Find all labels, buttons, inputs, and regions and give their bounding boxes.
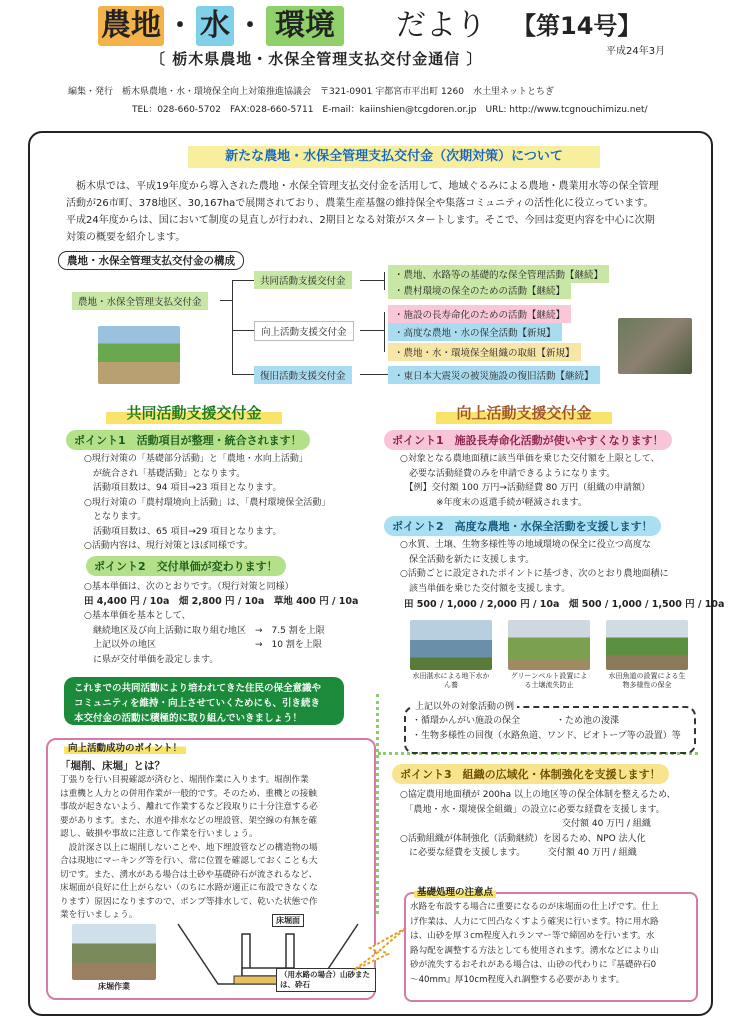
text-line: 「農地・水・環境保全組織」の設立に必要な経費を支援します。 [400,804,665,815]
photo-fishway [606,620,688,670]
text-line: ・循環かんがい施設の保全 ・ため池の浚渫 [412,716,620,726]
title-char-mizu: 水 [196,6,234,46]
connector [232,280,233,374]
branch-kojo: 向上活動支援交付金 [254,321,354,341]
connector [360,374,388,375]
note-title: 基礎処理の注意点 [414,884,496,898]
text-line: ○現行対策の「農村環境向上活動」は、「農村環境保全活動」 [84,497,331,508]
text-line: 事故が起きないよう、離れて作業するなど段取りに十分注意する必 [60,802,318,812]
photo-paddy [410,620,492,670]
text-line: ○活動内容は、現行対策とほぼ同様です。 [84,541,254,551]
main-title: 新たな農地・水保全管理支払交付金（次期対策）について [188,146,600,168]
right-heading: 向上活動支援交付金 [436,402,612,424]
note-text [410,900,659,987]
text-line: ○現行対策の「基礎部分活動」と「農地・水向上活動」 [84,454,308,464]
repair-photo [618,318,692,374]
message-line: コミュニティを維持・向上させていくためにも、引き続き [74,698,321,709]
connector [232,280,254,281]
unit-price-line: 田 4,400 円 / 10a 畑 2,800 円 / 10a 草地 400 円 / 10a [84,595,359,607]
text-line: 路勾配を調整する方法としても使用されます。湧水などにより山 [410,945,659,956]
other-activities-text [412,714,681,743]
text-line: ります）原因になりますので、ポンプ等排水して、乾いた状態で作 [60,896,318,907]
text-line: に必要な経費を支援します。 交付額 40 万円 / 組織 [400,848,637,858]
connector [384,312,385,352]
text-line: ○基本単価は、次のとおりです。（現行対策と同様） [84,582,294,592]
text-line: 要があります。また、水道や排水などの埋設管、架空線の有無を確 [60,815,318,826]
issue-date: 平成24年3月 [606,46,666,57]
right-point3: ポイント3 組織の広域化・体制強化を支援します！ [392,764,669,784]
left-point2: ポイント2 交付単価が変わります！ [86,556,286,576]
text-line: 水路を布設する場合に重要になるのが床堀面の仕上げです。仕上 [410,902,659,912]
structure-title: 農地・水保全管理支払交付金の構成 [58,251,244,270]
photo-caption: グリーンベルト設置による土壌流失防止 [510,672,588,689]
photo-greenbelt [508,620,590,670]
text-line: 活動項目数は、65 項目→29 項目となります。 [84,526,282,537]
message-line: 本交付金の活動に積極的に取り組んでいきましょう！ [74,713,303,724]
photo-caption: 水田魚道の設置による生物多様性の保全 [608,672,686,689]
text-line: 交付額 40 万円 / 組織 [400,819,651,829]
branch-item: ・農地・水・環境保全組織の取組【新規】 [388,343,581,361]
tips-text [60,774,318,923]
connector [232,330,254,331]
tips-title: 「堀削、床堀」とは？ [60,760,165,772]
text-line: ○対象となる農地面積に該当単価を乗じた交付額を上限として、 [400,454,660,464]
title-char-kankyo: 環境 [266,6,344,46]
left-heading: 共同活動支援交付金 [106,402,282,424]
intro-line: 平成24年度からは、国において制度の見直しが行われ、2期目となる対策がスタートします。そこで、今回は変更内容を中心に次期 [66,215,655,226]
left-point2-text [84,580,358,667]
text-line: に県が交付単価を設定します。 [84,654,219,665]
right-point2-text [400,538,669,596]
excavation-photo [72,924,156,980]
branch-item: ・施設の長寿命化のための活動【継続】 [388,305,571,323]
text-line: 業を行いましょう。 [60,910,138,920]
title-suffix: だより [396,8,486,43]
branch-item: ・農地、水路等の基礎的な保全管理活動【継続】 [388,265,609,283]
right-point2-prices: 田 500 / 1,000 / 2,000 円 / 10a 畑 500 / 1,000 / 1,500 円 / 10a [404,599,725,610]
field-photo [98,326,180,384]
contact-line: TEL：028-660-5702 FAX:028-660-5711 E-mail：kaiinshien@tcgdoren.or.jp URL: http://www.tcgnouchimizu.net/ [132,105,648,115]
branch-item: ・高度な農地・水の保全活動【新規】 [388,323,562,341]
title-char-nouchi: 農地 [98,6,164,46]
branch-fukkyu: 復旧活動支援交付金 [254,366,352,384]
tips-header: 向上活動成功のポイント！ [64,740,186,754]
intro-line: 対策の概要を紹介します。 [66,232,186,243]
right-point3-text [400,788,676,861]
text-line: げ作業は、人力にて凹凸なくすよう確実に行います。特に用水路 [410,916,659,927]
text-line: は、山砂を厚３cm程度入れランマー等で締固めを行います。水 [410,931,655,941]
other-activities-title: 上記以外の対象活動の例 [412,700,517,715]
message-line: これまでの共同活動により培われてきた住民の保全意識や [74,683,322,694]
title-dot-1: ・ [166,11,193,41]
text-line: ○水質、土壌、生物多様性等の地域環境の保全に役立つ高度な [400,540,651,550]
intro-line: 栃木県では、平成19年度から導入された農地・水保全管理支払交付金を活用して、地域ぐるみによる農地・農業用水等の保全管理 [76,181,659,192]
branch-item: ・農村環境の保全のための活動【継続】 [388,281,571,299]
connector [360,280,384,281]
title-dot-2: ・ [236,11,263,41]
arrow-icon [348,924,408,974]
text-line: となります。 [84,512,147,522]
connector [232,374,254,375]
text-line: 必要な活動経費のみを申請できるようになります。 [400,468,616,479]
text-line: 【例】交付額 100 万円→活動経費 80 万円（組織の申請額） [400,483,651,493]
text-line: 切です。また、湧水がある場合は土砂や基礎砕石が流されるなど、 [60,869,318,880]
text-line: は重機と人力との併用作業が一般的です。そのため、重機との接触 [60,788,317,799]
text-line: ※年度末の返還手続が軽減されます。 [400,497,587,508]
diagram-label-bottom: （用水路の場合）山砂または、砕石 [276,968,376,992]
right-point1-text [400,452,660,510]
text-line: 上記以外の地区 → 10 割を上限 [84,640,322,650]
text-line: 活動項目数は、94 項目→23 項目となります。 [84,483,282,493]
left-point1-text [84,452,330,554]
right-point1: ポイント1 施設長寿命化活動が使いやすくなります！ [384,430,672,450]
branch-item: ・東日本大震災の被災施設の復旧活動【継続】 [388,366,600,384]
text-line: 合は現地にマーキング等を行い、常に位置を確認しておくことも大 [60,856,318,866]
text-line: が統合され「基礎活動」となります。 [84,468,246,479]
text-line: 丁張りを行い目視確認が済むと、堀削作業に入ります。堀削作業 [60,775,309,785]
text-line: ～40mm』厚10cm程度入れ調整する必要があります。 [410,974,625,985]
text-line: 保全活動を新たに支援します。 [400,554,535,565]
intro-text [66,178,686,246]
right-point2: ポイント2 高度な農地・水保全活動を支援します！ [384,516,661,536]
branch-kyodo: 共同活動支援交付金 [254,271,352,289]
message-box [64,677,344,725]
excavation-photo-caption: 床堀作業 [98,982,130,991]
text-line: ・生物多様性の回復（水路魚道、ワンド、ビオトープ等の設置）等 [412,730,681,741]
publisher-line: 編集・発行 栃木県農地・水・環境保全向上対策推進協議会 〒321-0901 宇都宮市平出町 1260 水土里ネットとちぎ [68,87,554,97]
issue-number: 【第14号】 [512,12,642,40]
connector [384,272,385,290]
photo-caption: 水田湛水による地下水かん養 [412,672,490,689]
left-point1: ポイント1 活動項目が整理・統合されます！ [66,430,310,450]
text-line: ○基本単価を基本として、 [84,611,191,621]
newsletter-subtitle: 〔 栃木県農地・水保全管理支払交付金通信 〕 [150,50,483,68]
connector [220,300,232,301]
text-line: 継続地区及び向上活動に取り組む地区 → 7.5 割を上限 [84,625,325,636]
text-line: ○活動ごとに設定されたポイントに基づき、次のとおり農地面積に [400,569,669,579]
text-line: 認し、破損や事故に注意して作業を行いましょう。 [60,829,258,839]
text-line: 床堀面が良好に仕上がらない（のちに水路が適正に布設できなくな [60,883,318,893]
intro-line: 活動が26市町、378地区、30,167haで展開されており、農業生産基盤の維持保全や集落コミュニティの活性化に役立っています。 [66,198,654,209]
diagram-label-top: 床堀面 [272,914,304,927]
structure-root: 農地・水保全管理支払交付金 [72,292,208,310]
text-line: 該当単価を乗じた交付額を支援します。 [400,583,571,594]
text-line: ○活動組織が体制強化（活動継続）を図るため、NPO 法人化 [400,833,646,844]
dotted-separator [376,694,379,914]
text-line: 設計深さ以上に堀削しないことや、地下埋設管などの構造物の場 [60,842,318,853]
text-line: 砂が流失するおそれがある場合は、山砂の代わりに『基礎砕石0 [410,960,657,970]
connector [360,330,384,331]
text-line: ○協定農用地面積が 200ha 以上の地区等の保全体制を整えるため、 [400,790,676,800]
